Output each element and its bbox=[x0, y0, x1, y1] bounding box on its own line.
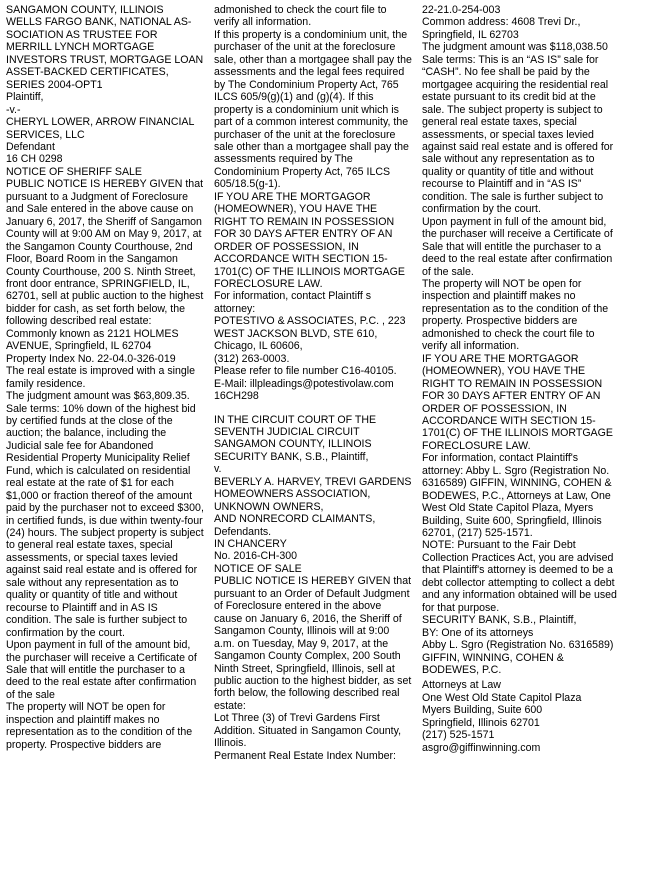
paragraph: IN THE CIRCUIT COURT OF THE SEVENTH JUDICIAL CIRCUIT bbox=[214, 413, 377, 438]
paragraph: Permanent Real Estate Index Number: bbox=[214, 749, 396, 762]
paragraph: admonished to check the court file to verify all information. bbox=[214, 4, 387, 29]
paragraph: NOTICE OF SALE bbox=[214, 562, 302, 575]
paragraph: Abby L. Sgro (Registration No. 6316589) bbox=[422, 639, 614, 652]
paragraph: Commonly known as 2121 HOLMES AVENUE, Springfield, IL 62704 bbox=[6, 327, 179, 353]
paragraph: The property will NOT be open for inspection and plaintiff makes no representation as to the condition of the property. Prospective bidders are admonished to check the court file to verify all information. bbox=[422, 277, 609, 353]
paragraph: (312) 263-0003. bbox=[214, 352, 290, 365]
paragraph: PUBLIC NOTICE IS HEREBY GIVEN that pursuant to an Order of Default Judgment of Foreclosure entered in the above cause on January 6, 2016, the Sheriff of Sangamon County, Illinois will at 9:00 a.m. on Tuesday, May 9, 2017, at the Sangamon County Complex, 200 South Ninth Street, Springfield, Illinois, sell at public auction to the highest bidder, as set forth below, the following described real estate: bbox=[214, 575, 412, 712]
paragraph: WELLS FARGO BANK, NATIONAL AS-SOCIATION AS TRUSTEE FOR MERRILL LYNCH MORTGAGE INVESTORS TRUST, MORTGAGE LOAN ASSET-BACKED CERTIFICATES, SERIES 2004-OPT1 bbox=[6, 16, 204, 91]
paragraph: For information, contact Plaintiff s attorney: bbox=[214, 290, 372, 315]
paragraph: Sale terms: This is an “AS IS” sale for “CASH”. No fee shall be paid by the mortgagee acquiring the residential real estate pursuant to its credit bid at the sale. The subject property is subject to general real estate taxes, special assessments, or special taxes levied against said real estate and is offered for sale without any representation as to quality or quantity of title and without recourse to Plaintiff and in “AS IS” condition. The sale is further subject to confirmation by the court. bbox=[422, 53, 614, 216]
paragraph: Attorneys at Law bbox=[422, 679, 501, 692]
paragraph: AND NONRECORD CLAIMANTS, bbox=[214, 513, 376, 526]
paragraph: POTESTIVO & ASSOCIATES, P.C. , 223 WEST JACKSON BLVD, STE 610, Chicago, IL 60606, bbox=[214, 315, 406, 353]
paragraph: The judgment amount was $63,809.35. bbox=[6, 390, 190, 403]
paragraph: IF YOU ARE THE MORTGAGOR (HOMEOWNER), YOU HAVE THE RIGHT TO REMAIN IN POSSESSION FOR 30 DAYS AFTER ENTRY OF AN ORDER OF POSSESSION, IN ACCORDANCE WITH SECTION 15-1701(C) OF THE ILLINOIS MORTGAGE FORECLOSURE LAW. bbox=[422, 352, 613, 452]
paragraph: Plaintiff, bbox=[6, 91, 44, 104]
paragraph: Defendant bbox=[6, 140, 55, 153]
paragraph: E-Mail: illpleadings@potestivolaw.com bbox=[214, 377, 394, 390]
paragraph: asgro@giffinwinning.com bbox=[422, 741, 541, 754]
paragraph: 22-21.0-254-003 bbox=[422, 4, 501, 16]
paragraph: NOTICE OF SHERIFF SALE bbox=[6, 165, 142, 178]
paragraph: Lot Three (3) of Trevi Gardens First Addition. Situated in Sangamon County, Illinois. bbox=[214, 712, 402, 750]
paragraph: BEVERLY A. HARVEY, TREVI GARDENS HOMEOWNERS ASSOCIATION, UNKNOWN OWNERS, bbox=[214, 475, 412, 513]
paragraph: If this property is a condominium unit, the purchaser of the unit at the foreclosure sale, other than a mortgagee shall pay the assessments and the legal fees required by The Condominium Property Act, 765 ILCS 605/9(g)(1) and (g)(4). If this property is a condominium unit which is part of a common interest community, the purchaser of the unit at the foreclosure sale other than a mortgagee shall pay the assessments required by The Condominium Property Act, 765 ILCS 605/18.5(g-1). bbox=[214, 28, 412, 191]
paragraph: Sale terms: 10% down of the highest bid by certified funds at the close of the auction; the balance, including the Judicial sale fee for Abandoned Residential Property Municipality Relief Fund, which is calculated on residential real estate at the rate of $1 for each $1,000 or fraction thereof of the amount paid by the purchaser not to exceed $300, in certified funds, is due within twenty-four (24) hours. The subject property is subject to general real estate taxes, special assessments, or special taxes levied against said real estate and is offered for sale without any representation as to quality or quantity of title and without recourse to Plaintiff and in AS IS condition. The sale is further subject to confirmation by the court. bbox=[6, 402, 204, 639]
paragraph: SECURITY BANK, S.B., Plaintiff, bbox=[214, 450, 369, 463]
paragraph: v. bbox=[214, 463, 222, 476]
paragraph: Property Index No. 22-04.0-326-019 bbox=[6, 352, 176, 365]
paragraph: No. 2016-CH-300 bbox=[214, 550, 298, 563]
paragraph: The real estate is improved with a single family residence. bbox=[6, 365, 196, 390]
paragraph: CHERYL LOWER, ARROW FINANCIAL SERVICES, LLC bbox=[6, 116, 194, 141]
text-column-3 bbox=[422, 4, 620, 877]
text-column-1 bbox=[6, 4, 204, 877]
paragraph: IN CHANCERY bbox=[214, 538, 287, 551]
paragraph: The judgment amount was $118,038.50 bbox=[422, 41, 608, 54]
paragraph: IF YOU ARE THE MORTGAGOR (HOMEOWNER), YOU HAVE THE RIGHT TO REMAIN IN POSSESSION FOR 30 DAYS AFTER ENTRY OF AN ORDER OF POSSESSION, IN ACCORDANCE WITH SECTION 15-1701(C) OF THE ILLINOIS MORTGAGE FORECLOSURE LAW. bbox=[214, 190, 405, 290]
paragraph: (217) 525-1571 bbox=[422, 729, 495, 742]
paragraph: Myers Building, Suite 600 bbox=[422, 704, 543, 717]
paragraph: NOTE: Pursuant to the Fair Debt Collection Practices Act, you are advised that Plaintiff's attorney is deemed to be a debt collector attempting to collect a debt and any information obtained will be used for that purpose. bbox=[422, 539, 617, 614]
paragraph: 16CH298 bbox=[214, 390, 259, 403]
paragraph: Common address: 4608 Trevi Dr., Springfield, IL 62703 bbox=[422, 16, 581, 41]
paragraph: SECURITY BANK, S.B., Plaintiff, bbox=[422, 614, 577, 627]
paragraph: Upon payment in full of the amount bid, the purchaser will receive a Certificate of Sale that will entitle the purchaser to a deed to the real estate after confirmation of the sale. bbox=[422, 215, 613, 278]
paragraph: Please refer to file number C16-40105. bbox=[214, 365, 397, 378]
paragraph: For information, contact Plaintiff's attorney: Abby L. Sgro (Registration No. 6316589) GIFFIN, WINNING, COHEN & BODEWES, P.C., Attorneys at Law, One West Old State Capitol Plaza, Myers Building, Suite 600, Springfield, Illinois 62701, (217) 525-1571. bbox=[422, 452, 612, 540]
paragraph: SANGAMON COUNTY, ILLINOIS bbox=[6, 4, 164, 16]
paragraph: Upon payment in full of the amount bid, the purchaser will receive a Certificate of Sale that will entitle the purchaser to a deed to the real estate after confirmation of the sale bbox=[6, 639, 197, 701]
paragraph: -v.- bbox=[6, 103, 21, 116]
paragraph: The property will NOT be open for inspection and plaintiff makes no representation as to the condition of the property. Prospective bidders are bbox=[6, 701, 193, 751]
paragraph: 16 CH 0298 bbox=[6, 153, 63, 166]
paragraph: PUBLIC NOTICE IS HEREBY GIVEN that pursuant to a Judgment of Foreclosure and Sale entered in the above cause on January 6, 2017, the Sheriff of Sangamon County will at 9:00 AM on May 9, 2017, at the Sangamon County Courthouse, 2nd Floor, Board Room in the Sangamon County Courthouse, 200 S. Ninth Street, front door entrance, SPRINGFIELD, IL, 62701, sell at public auction to the highest bidder for cash, as set forth below, the following described real estate: bbox=[6, 178, 204, 328]
paragraph: Defendants. bbox=[214, 525, 272, 538]
paragraph: SANGAMON COUNTY, ILLINOIS bbox=[214, 438, 372, 451]
text-column-2 bbox=[214, 4, 412, 877]
paragraph: GIFFIN, WINNING, COHEN & BODEWES, P.C. bbox=[422, 651, 564, 677]
block-spacer bbox=[214, 403, 412, 414]
paragraph: One West Old State Capitol Plaza bbox=[422, 691, 582, 704]
paragraph: Springfield, Illinois 62701 bbox=[422, 716, 540, 729]
paragraph: BY: One of its attorneys bbox=[422, 626, 534, 639]
